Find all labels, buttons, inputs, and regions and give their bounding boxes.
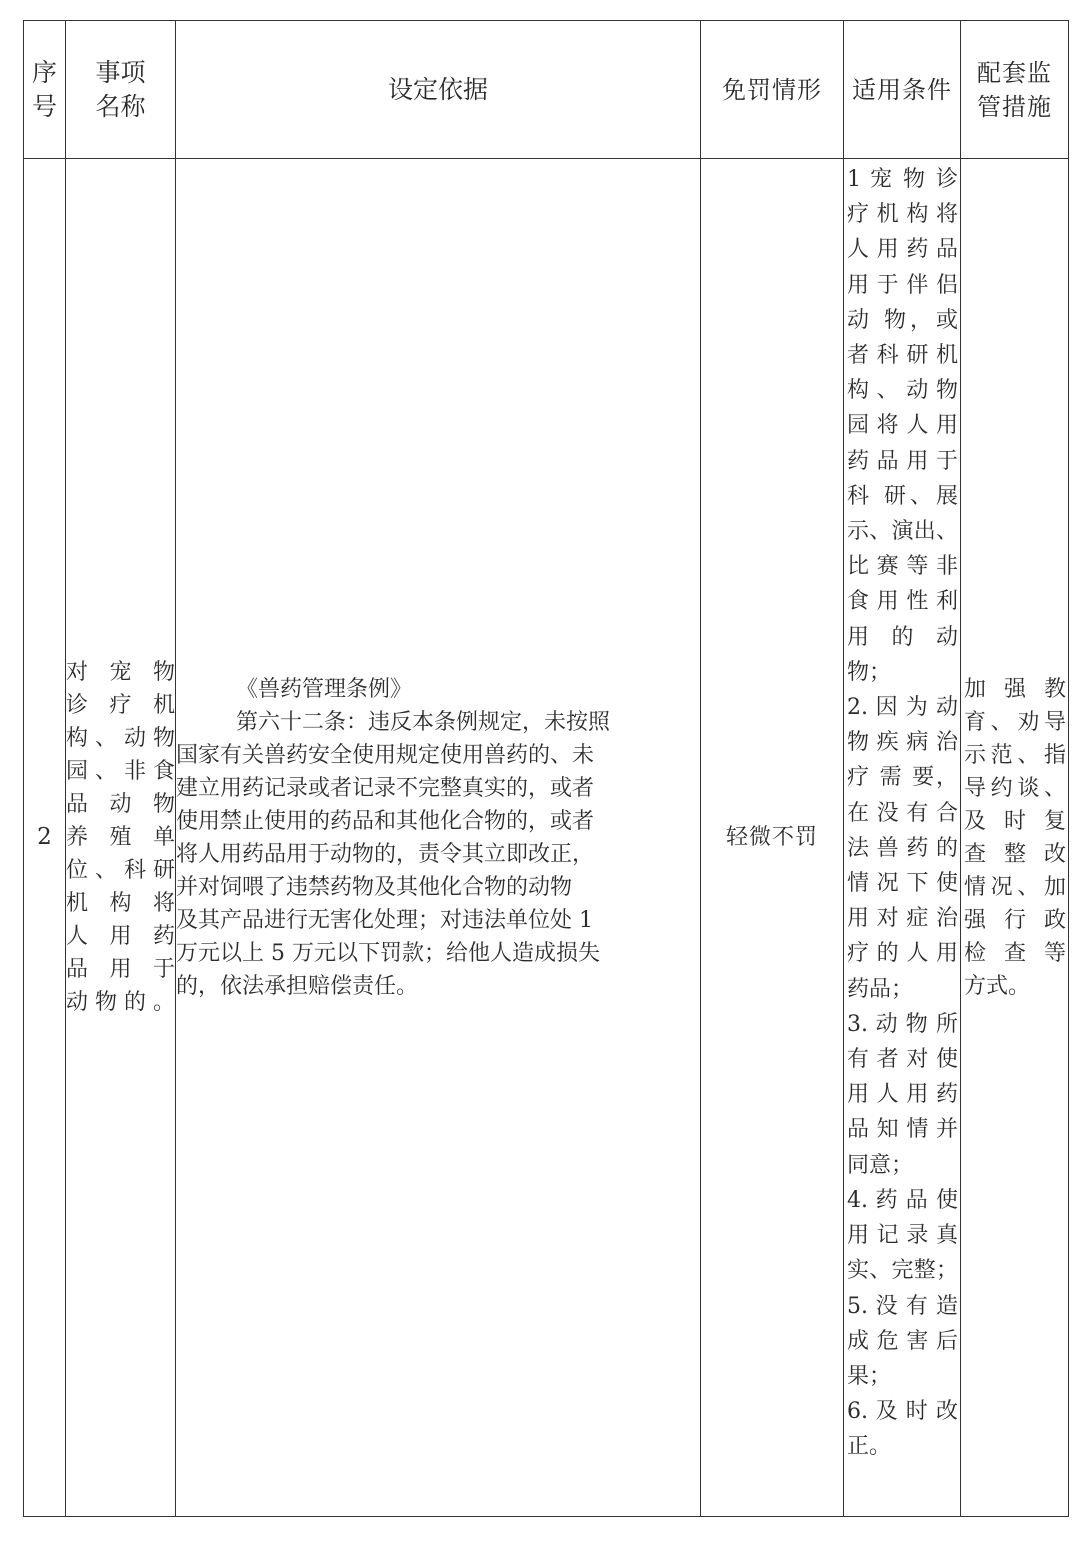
- document-page: [23, 20, 1068, 1516]
- condition-line: 用 对 症 治: [847, 906, 958, 932]
- condition-line: 比 赛 等 非: [847, 554, 958, 580]
- condition-line: 食 用 性 利: [847, 589, 958, 615]
- condition-line: 品 知 情 并: [847, 1117, 958, 1143]
- basis-line: 第六十二条：违反本条例规定，未按照: [236, 709, 611, 735]
- item-name-line: 园、非食: [66, 759, 175, 784]
- measure-line: 方式。: [964, 973, 1031, 999]
- condition-line: 用 人 用 药: [847, 1082, 958, 1108]
- header-seq: [24, 21, 66, 159]
- condition-line: 在 没 有 合: [847, 800, 958, 826]
- measure-line: 加 强 教: [964, 676, 1066, 702]
- basis-line: 使用禁止使用的药品和其他化合物的，或者: [176, 808, 595, 834]
- header-item-line-1: 事项: [95, 57, 146, 87]
- condition-line: 物 疾 病 治: [847, 730, 958, 756]
- condition-line: 5. 没 有 造: [847, 1293, 958, 1319]
- condition-line: 用 于 伴 侣: [847, 272, 958, 298]
- row-conditions: [844, 159, 961, 1517]
- basis-line: 万元以上 5 万元以下罚款；给他人造成损失: [176, 940, 600, 966]
- condition-line: 1 宠 物 诊: [847, 167, 958, 192]
- condition-line: 用 记 录 真: [847, 1223, 958, 1249]
- header-seq-line-2: 号: [31, 91, 57, 121]
- measure-line: 检 查 等: [964, 940, 1066, 966]
- condition-line: 药品；: [847, 976, 914, 1002]
- row-exempt: 轻微不罚: [701, 159, 844, 1517]
- condition-line: 示、演出、: [847, 519, 958, 545]
- condition-line: 园 将 人 用: [847, 413, 958, 439]
- condition-line: 2. 因 为 动: [847, 695, 958, 721]
- row-basis: [176, 159, 701, 1517]
- measure-line: 查 整 改: [964, 841, 1066, 867]
- header-seq-line-1: 序: [31, 57, 57, 87]
- header-basis: 设定依据: [176, 21, 701, 159]
- item-name-line: 品 动 物: [66, 792, 175, 817]
- condition-line: 构、动物: [847, 378, 958, 404]
- condition-line: 人 用 药 品: [847, 237, 958, 263]
- condition-line: 成 危 害 后: [847, 1328, 958, 1354]
- measure-line: 导约谈、: [964, 775, 1066, 801]
- measure-line: 情况、加: [964, 874, 1066, 900]
- condition-line: 疗 的 人 用: [847, 941, 958, 967]
- measure-line: 及 时 复: [964, 808, 1066, 834]
- header-measures-line-1: 配套监: [977, 58, 1052, 87]
- measure-line: 强 行 政: [964, 907, 1066, 933]
- header-item-name: [66, 21, 176, 159]
- basis-line: 并对饲喂了违禁药物及其他化合物的动物: [176, 874, 573, 900]
- basis-line: 及其产品进行无害化处理；对违法单位处 1: [176, 907, 593, 933]
- condition-line: 用 的 动: [847, 624, 958, 650]
- row-item-name: [66, 159, 176, 1517]
- item-name-line: 养 殖 单: [66, 825, 175, 850]
- condition-line: 同意；: [847, 1152, 914, 1178]
- basis-line: 将人用药品用于动物的，责令其立即改正，: [176, 841, 595, 867]
- row-measures: [961, 159, 1069, 1517]
- row-seq: 2: [24, 159, 66, 1517]
- condition-line: 疗 需 要，: [847, 765, 958, 791]
- condition-line: 4. 药 品 使: [847, 1187, 958, 1213]
- condition-line: 6. 及 时 改: [847, 1399, 958, 1425]
- item-name-line: 动物的。: [66, 990, 175, 1015]
- measure-line: 示范、指: [964, 742, 1066, 768]
- item-name-line: 机 构 将: [66, 891, 175, 916]
- header-measures-line-2: 管措施: [977, 92, 1052, 121]
- basis-line: 国家有关兽药安全使用规定使用兽药的、未: [176, 742, 595, 768]
- basis-regulation-title: 《兽药管理条例》: [236, 676, 413, 702]
- condition-line: 动 物，或: [847, 307, 958, 333]
- basis-line: 建立用药记录或者记录不完整真实的，或者: [176, 775, 595, 801]
- table-row: [24, 159, 1069, 1517]
- item-name-line: 诊 疗 机: [66, 693, 175, 718]
- item-name-line: 构、动物: [66, 726, 175, 751]
- header-conditions: 适用条件: [844, 21, 961, 159]
- item-name-line: 位、科研: [66, 858, 175, 883]
- header-item-line-2: 名称: [95, 91, 146, 121]
- condition-line: 情 况 下 使: [847, 871, 958, 897]
- item-name-line: 人 用 药: [66, 924, 175, 949]
- condition-line: 疗 机 构 将: [847, 202, 958, 228]
- condition-line: 3. 动 物 所: [847, 1011, 958, 1037]
- header-measures: [961, 21, 1069, 159]
- exemption-table: [23, 20, 1069, 1517]
- measure-line: 育、劝导: [964, 709, 1066, 735]
- table-header-row: [24, 21, 1069, 159]
- condition-line: 果；: [847, 1363, 892, 1389]
- condition-line: 有 者 对 使: [847, 1047, 958, 1073]
- header-exempt: 免罚情形: [701, 21, 844, 159]
- condition-line: 实、完整；: [847, 1258, 958, 1284]
- condition-line: 者 科 研 机: [847, 343, 958, 369]
- item-name-line: 对 宠 物: [66, 660, 175, 685]
- item-name-line: 品 用 于: [66, 957, 175, 982]
- condition-line: 物；: [847, 659, 892, 685]
- condition-line: 科 研、展: [847, 483, 958, 509]
- condition-line: 正。: [847, 1434, 892, 1460]
- condition-line: 药 品 用 于: [847, 448, 958, 474]
- condition-line: 法 兽 药 的: [847, 835, 958, 861]
- basis-line: 的，依法承担赔偿责任。: [176, 973, 419, 999]
